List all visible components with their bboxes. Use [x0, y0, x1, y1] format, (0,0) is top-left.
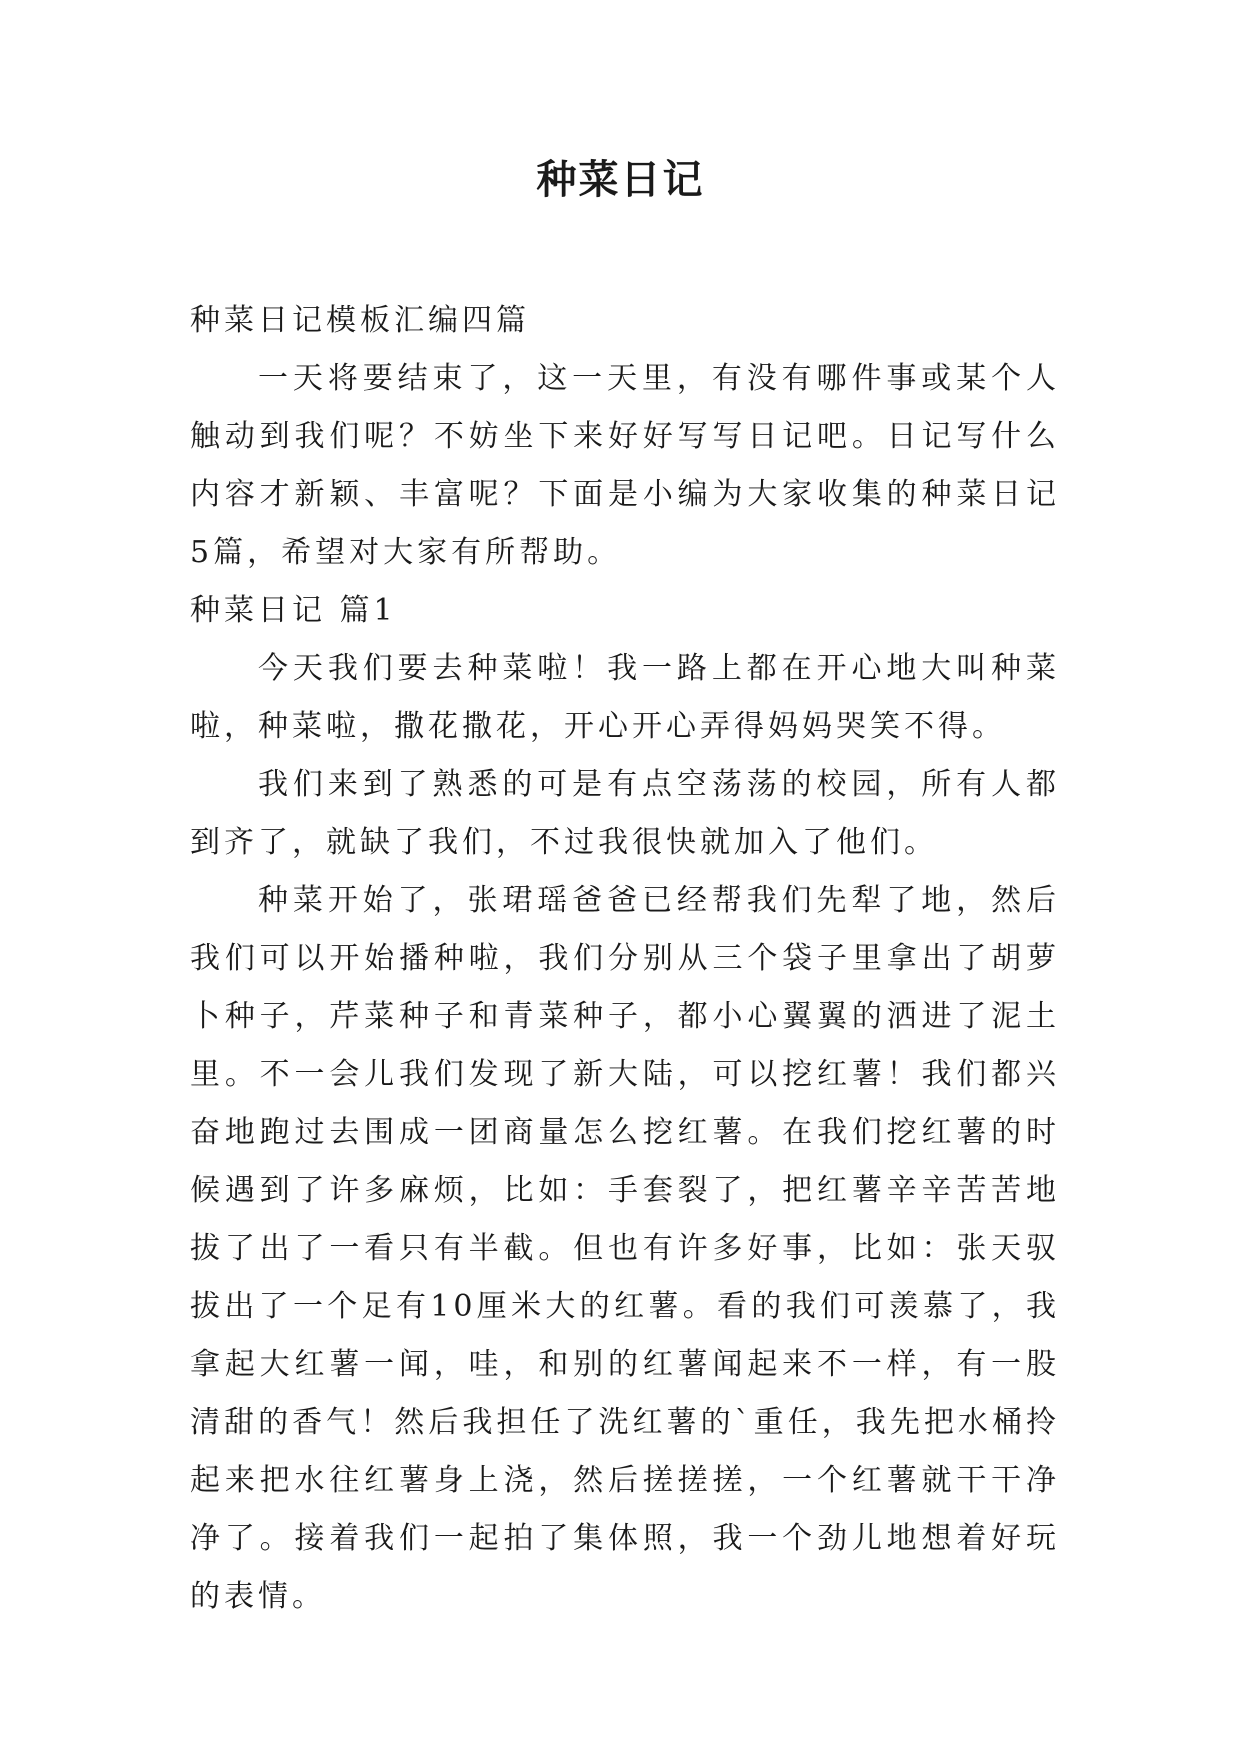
section-heading: 种菜日记 篇1: [190, 593, 397, 628]
body-paragraph: 种菜开始了，张珺瑶爸爸已经帮我们先犁了地，然后我们可以开始播种啦，我们分别从三个袋子里拿出了胡萝卜种子，芹菜种子和青菜种子，都小心翼翼的洒进了泥土里。不一会儿我们发现了新大陆，可以挖红薯！我们都兴奋地跑过去围成一团商量怎么挖红薯。在我们挖红薯的时候遇到了许多麻烦，比如：手套裂了，把红薯辛辛苦苦地拔了出了一看只有半截。但也有许多好事，比如：张天驭拔出了一个足有10厘米大的红薯。看的我们可羡慕了，我拿起大红薯一闻，哇，和别的红薯闻起来不一样，有一股清甜的香气！然后我担任了洗红薯的`重任，我先把水桶拎起来把水往红薯身上浇，然后搓搓搓，一个红薯就干干净净了。接着我们一起拍了集体照，我一个劲儿地想着好玩的表情。: [190, 883, 1060, 1614]
document-subtitle: 种菜日记模板汇编四篇: [190, 303, 530, 338]
intro-paragraph: 一天将要结束了，这一天里，有没有哪件事或某个人触动到我们呢？不妨坐下来好好写写日记吧。日记写什么内容才新颖、丰富呢？下面是小编为大家收集的种菜日记5篇，希望对大家有所帮助。: [190, 361, 1060, 570]
body-paragraph: 今天我们要去种菜啦！我一路上都在开心地大叫种菜啦，种菜啦，撒花撒花，开心开心弄得妈妈哭笑不得。: [190, 651, 1060, 744]
body-paragraph: 我们来到了熟悉的可是有点空荡荡的校园，所有人都到齐了，就缺了我们，不过我很快就加入了他们。: [190, 767, 1060, 860]
document-body: [190, 292, 1060, 1626]
page-title: 种菜日记: [536, 157, 705, 203]
